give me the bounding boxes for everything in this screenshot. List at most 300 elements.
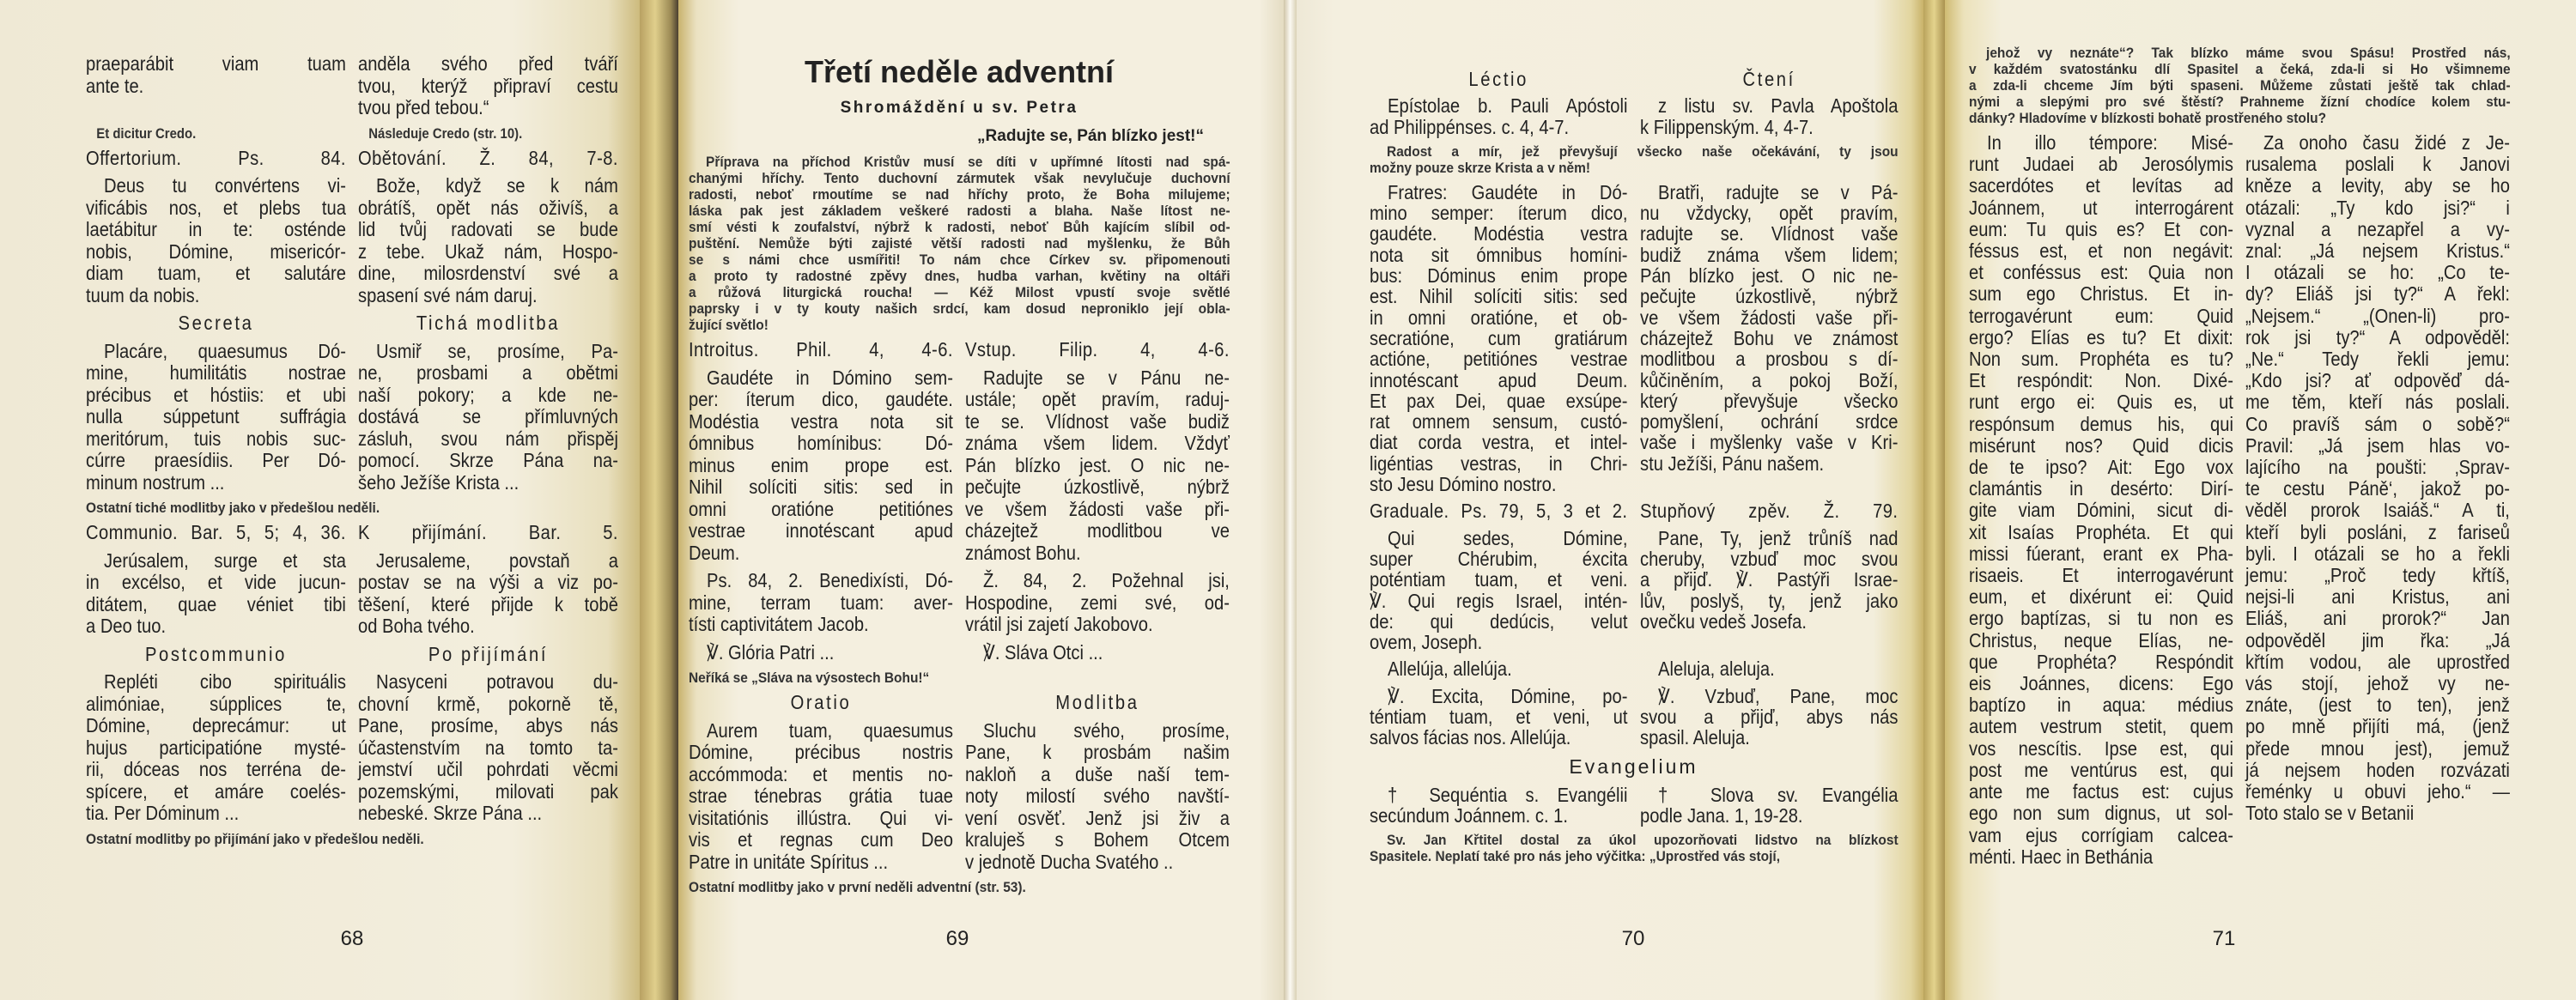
- heading-left: Introitus. Phil. 4, 4-6.: [689, 338, 953, 361]
- note-line: Sv. Jan Křtitel dostal za úkol upozorňovati lidstvo na blízkost: [1387, 832, 1899, 849]
- heading-inner: [358, 522, 618, 544]
- text-line: Hospodine, zemi své, od-: [965, 591, 1230, 614]
- note-line: v každém svatostánku dlí Spasitel a čeká, zda-li si Ho všimneme: [1969, 61, 2511, 77]
- text-line: eum: Tu quis es? Et con-: [1969, 217, 2233, 240]
- text-line: lajícího na poušti: ‚Sprav-: [2245, 456, 2510, 479]
- text-line: mine, terram tuam: aver-: [689, 591, 953, 614]
- text-line: známa všem lidem. Vždyť: [965, 432, 1230, 454]
- heading-column: [358, 312, 618, 335]
- text-line: de: qui dedúcis, velut: [1370, 609, 1628, 633]
- note-line: chanými hříchy. Tento duchovní zármutek však nevylučuje duchovní: [689, 170, 1230, 186]
- heading-inner: [1370, 69, 1627, 89]
- text-column: [1640, 686, 1899, 748]
- text-line: ne, prosbami a obětmi: [358, 361, 618, 384]
- text-column-inner: [1370, 95, 1627, 137]
- text-column: [965, 642, 1230, 664]
- text-line: mine, humilitátis nostrae: [86, 361, 346, 384]
- text-line: vis et regnas cum Deo: [689, 828, 953, 851]
- section-heading: [86, 312, 618, 335]
- note-line: smí vésti k zoufalství, nýbrž k radosti, neboť Bůh kajícím slíbil od-: [689, 219, 1230, 235]
- text-line: tvou před tebou.“: [358, 96, 489, 118]
- text-line: řeménky u obuvi jeho.“ —: [2245, 780, 2510, 803]
- page-content: [1370, 69, 1898, 870]
- text-line: secratióne, cum gratiárum: [1370, 326, 1628, 349]
- text-column-inner: [1640, 785, 1898, 827]
- text-line: Ps. 84, 2. Benedixísti, Dó-: [707, 569, 953, 591]
- text-line: Aurem tuam, quaesumus: [707, 718, 953, 742]
- text-line: te se. Vlídnost vaše budiž: [965, 409, 1230, 433]
- text-line: praeparábit viam tuam: [86, 52, 346, 75]
- text-line: Pane, prosíme, abys nás: [358, 714, 618, 736]
- text-line: vos nescítis. Ipse est, qui: [1969, 736, 2233, 760]
- text-line: nobis, Dómine, misericór-: [86, 239, 346, 263]
- heading-left: Léctio: [1468, 68, 1529, 90]
- text-line: misérunt nos? Quid dicis: [1969, 433, 2233, 457]
- note-line: a proto ty radostné zpěvy dnes, hudba varhan, květiny na oltáři: [689, 268, 1230, 284]
- text-line: sto Jesu Dómino nostro.: [1370, 473, 1557, 496]
- text-line: précibus et hóstiis: et ubi: [86, 383, 346, 406]
- heading-inner: [1640, 69, 1898, 89]
- text-line: pomocí. Skrze Pána na-: [358, 449, 618, 471]
- text-line: ditátem, quae véniet tibi: [86, 592, 346, 615]
- text-line: z listu sv. Pavla Apoštola: [1657, 94, 1898, 118]
- text-line: „Nejsem.“ „(Onen-li) pro-: [2245, 304, 2510, 327]
- text-line: cúrre praesídiis. Per Dó-: [86, 449, 346, 471]
- rubric: [86, 125, 618, 142]
- text-line: kteří byli posláni, z fariseů: [2245, 520, 2510, 543]
- note-inner: [689, 879, 1230, 895]
- note-line: paprsky i v ty kouty našich srdcí, kam dosud nepronikIo její obla-: [689, 300, 1230, 317]
- epigraph: „Radujte se, Pán blízko jest!“: [977, 127, 1204, 145]
- text-line: autem vestrum stetit, quem: [1969, 715, 2233, 738]
- text-line: baptízo in aqua: médius: [1969, 694, 2233, 717]
- text-line: od Boha tvého.: [358, 615, 475, 637]
- text-line: téntiam tuam, et veni, ut: [1370, 706, 1628, 729]
- heading-right: K přijímání. Bar. 5.: [358, 521, 618, 543]
- text-line: gaudéte. Modéstia vestra: [1370, 222, 1628, 245]
- heading-inner: [358, 644, 618, 666]
- text-line: radujte se. Vlídnost vaše: [1639, 222, 1898, 245]
- text-line: zásluh, svou nám přispěj: [358, 427, 618, 450]
- text-line: clamántis in desérto: Dirí-: [1969, 477, 2233, 500]
- heading-column: [86, 148, 346, 170]
- text-line: anděla svého před tváří: [358, 52, 618, 75]
- text-column: [689, 720, 953, 874]
- text-line: alimóniae, súpplices te,: [86, 692, 346, 715]
- heading-column: [1640, 69, 1899, 89]
- note-inner: [86, 831, 619, 847]
- text-line: minus enim prope est.: [689, 453, 953, 476]
- page-number: 71: [2212, 927, 2236, 950]
- text-column-inner: [86, 53, 346, 97]
- parallel-text: [1969, 132, 2510, 868]
- text-column-inner: [358, 671, 618, 825]
- rubric-text: Následuje Credo (str. 10).: [368, 124, 523, 142]
- text-line: et conféssus est: Quia non: [1969, 261, 2233, 284]
- text-column: [1370, 658, 1628, 679]
- parallel-text: [689, 720, 1230, 874]
- text-column: [1370, 528, 1628, 653]
- text-line: tia. Per Dóminum ...: [86, 802, 240, 824]
- text-line: in excélso, et vide jucun-: [86, 571, 346, 593]
- heading-column: [1370, 69, 1628, 89]
- text-line: Pán blízko jest. O nic ne-: [1639, 264, 1898, 288]
- text-line: po mně přijíti má, (jenž: [2245, 715, 2510, 738]
- text-line: z tebe. Ukaž nám, Hospo-: [358, 239, 618, 263]
- heading-right: Vstup. Filip. 4, 4-6.: [965, 338, 1230, 361]
- heading-inner: [358, 148, 618, 170]
- text-line: que Prophéta? Respóndit: [1969, 650, 2233, 673]
- text-line: Eliáš, ani prorok?“ Jan: [2245, 607, 2510, 630]
- text-line: nebeské. Skrze Pána ...: [358, 802, 543, 824]
- parallel-text: [86, 671, 618, 825]
- text-column-inner: [1370, 182, 1627, 494]
- heading-column: [86, 312, 346, 335]
- text-line: Jerusaleme, povstaň a: [376, 548, 618, 572]
- text-column: [1370, 686, 1628, 748]
- page-title: Třetí neděle adventní: [804, 54, 1115, 89]
- rubric-text: Et dicitur Credo.: [96, 124, 197, 142]
- text-line: poténtiam tuam, et veni.: [1370, 568, 1628, 591]
- heading-right: Stupňový zpěv. Ž. 79.: [1639, 500, 1898, 523]
- text-line: diam tuam, et salutáre: [86, 262, 346, 284]
- text-line: ménti. Haec in Bethánia: [1969, 845, 2154, 868]
- text-column-inner: [1640, 182, 1898, 474]
- text-column: [358, 550, 618, 638]
- text-line: Non sum. Prophéta es tu?: [1969, 348, 2233, 371]
- text-line: byli. I otázali se ho a řekli: [2245, 542, 2510, 565]
- text-column-inner: [86, 175, 346, 306]
- text-column: [689, 367, 953, 565]
- heading-column: [358, 148, 618, 170]
- note-inner: [1370, 143, 1899, 176]
- parallel-text: [689, 570, 1230, 636]
- heading-inner: [1640, 500, 1898, 521]
- text-column: [358, 53, 618, 119]
- text-line: ve všem žádosti vaše při-: [965, 497, 1230, 520]
- note-line: Spasitele. Neplatí také pro nás jeho výčitka: „Uprostřed vás stojí,: [1370, 848, 1781, 865]
- text-column-inner: [1370, 658, 1627, 679]
- heading-inner: [86, 522, 346, 544]
- page-69: [678, 0, 1284, 1000]
- text-line: Christus, neque Elías, ne-: [1969, 628, 2233, 652]
- text-line: innotéscant apud Deum.: [1370, 368, 1628, 391]
- heading-inner: [86, 312, 346, 335]
- heading-column: [358, 522, 618, 544]
- text-column-inner: [86, 341, 346, 494]
- heading-column: [965, 339, 1230, 361]
- text-line: věděl prorok Isaiáš.“ A ti,: [2245, 499, 2510, 522]
- page-subtitle: Shromáždění u sv. Petra: [840, 99, 1078, 117]
- parallel-text: [689, 642, 1230, 664]
- note-line: Příprava na příchod Kristův musí se díti v upřímné lítosti nad spá-: [706, 154, 1230, 170]
- text-line: runt ergo ei: Quis es, ut: [1969, 391, 2233, 414]
- text-line: † Slova sv. Evangélia: [1657, 783, 1898, 806]
- heading-column: [86, 522, 346, 544]
- text-line: pozemskými, milovati pak: [358, 779, 618, 803]
- text-line: ovečku vedeš Josefa.: [1639, 609, 1807, 633]
- text-line: kraluješ s Bohem Otcem: [965, 828, 1230, 851]
- page-number: 68: [340, 927, 364, 950]
- text-line: risaeis. Et interrogavérunt: [1969, 564, 2233, 587]
- text-line: nakloň a duše naší tem-: [965, 762, 1230, 785]
- text-column-inner: [689, 720, 953, 874]
- rubric-note: [86, 831, 618, 847]
- text-line: me těm, kteří nás poslali.: [2245, 391, 2510, 414]
- text-line: cházejtež modlitbou ve: [965, 519, 1230, 542]
- text-line: noty milostí svého navští-: [965, 785, 1230, 807]
- text-line: k Filippenským. 4, 4-7.: [1639, 115, 1814, 138]
- text-line: féssus est, et non negávit:: [1969, 239, 2233, 263]
- text-line: který převyšuje všecko: [1639, 389, 1898, 412]
- text-line: rok jsi ty?“ A odpověděl:: [2245, 325, 2510, 348]
- note-line: Ostatní modlitby po přijímání jako v předešlou neděli.: [86, 830, 424, 847]
- text-line: „Ne.“ Tedy řekli jemu:: [2245, 348, 2510, 371]
- text-column: [86, 671, 346, 825]
- text-line: Placáre, quaesumus Dó-: [104, 339, 346, 362]
- text-line: já nejsem hoden rozvázati: [2245, 758, 2510, 781]
- heading-column: [689, 692, 953, 714]
- rubric-note: [689, 154, 1230, 333]
- text-line: ustále; opět pravím, raduj-: [965, 388, 1230, 410]
- note-line: a zda-li chceme Jím býti spaseni. Můžeme zůstati ještě tak chlad-: [1969, 77, 2511, 94]
- text-line: a Deo tuo.: [86, 615, 167, 637]
- text-column-inner: [358, 175, 618, 306]
- text-line: vrátil jsi zajetí Jakobovo.: [965, 613, 1153, 635]
- text-line: Pravil: „Já jsem hlas vo-: [2245, 433, 2510, 457]
- text-line: mino semper: íterum dico,: [1370, 202, 1628, 225]
- text-line: vam ejus corrígiam calcea-: [1969, 823, 2233, 846]
- heading-column: [86, 644, 346, 666]
- text-line: in omni oratióne, et ob-: [1370, 306, 1628, 329]
- text-line: tísti captivitátem Jacob.: [689, 613, 869, 635]
- text-line: křtím vodou, ale uprostřed: [2245, 650, 2510, 673]
- text-line: ligéntias vestras, in Chri-: [1370, 452, 1628, 475]
- text-line: est. Nihil solíciti sitis: sed: [1370, 285, 1628, 308]
- rubric-column: [358, 125, 618, 142]
- text-line: těšení, které přijde k tobě: [358, 592, 618, 615]
- note-inner: [86, 500, 619, 516]
- note-inner: [1969, 45, 2511, 126]
- rubric-note: [689, 879, 1230, 895]
- text-line: Modéstia vestra nota sit: [689, 409, 953, 433]
- text-line: jemství učil pohrdati věcmi: [358, 758, 618, 780]
- text-column: [2245, 132, 2510, 868]
- text-line: šeho Ježíše Krista ...: [358, 470, 519, 494]
- heading-inner: [86, 148, 346, 170]
- text-line: Epístolae b. Pauli Apóstoli: [1388, 94, 1628, 118]
- text-line: ante te.: [86, 74, 144, 97]
- text-line: Bože, když se k nám: [376, 174, 618, 197]
- text-line: pečujte úzkostlivě, nýbrž: [1639, 285, 1898, 308]
- text-line: Usmiř se, prosíme, Pa-: [376, 339, 618, 362]
- heading-column: [358, 644, 618, 666]
- heading-inner: [86, 644, 346, 666]
- parallel-text: [86, 341, 618, 494]
- text-line: Co pravíš sám o sobě?“: [2245, 412, 2510, 435]
- heading-left: Offertorium. Ps. 84.: [86, 146, 346, 169]
- text-column-inner: [358, 341, 618, 494]
- text-column: [689, 570, 953, 636]
- text-line: Qui sedes, Dómine,: [1388, 526, 1628, 549]
- text-line: ante me factus est: cujus: [1969, 780, 2233, 803]
- text-line: odpověděl jim řka: „Já: [2245, 628, 2510, 652]
- text-line: spasení své nám daruj.: [358, 283, 538, 306]
- text-line: vaše i myšlenky vaše v Kri-: [1639, 431, 1898, 454]
- heading-inner: [1370, 500, 1627, 521]
- text-line: jemu: „Proč tedy křtíš,: [2245, 564, 2510, 587]
- text-line: Radujte se v Pánu ne-: [983, 366, 1230, 389]
- text-line: omni oratióne petitiónes: [689, 497, 953, 520]
- text-line: dostává se přímluvných: [358, 405, 618, 427]
- text-line: I otázali se ho: „Co te-: [2245, 261, 2510, 284]
- text-line: visitatiónis illústra. Qui vi-: [689, 806, 953, 829]
- text-line: hujus participatióne mysté-: [86, 736, 346, 759]
- text-line: Za onoho času židé z Je-: [2263, 131, 2510, 154]
- rubric-column: [86, 125, 346, 142]
- heading-right: Tichá modlitba: [416, 312, 561, 334]
- page-70: [1297, 0, 1923, 1000]
- section-heading: [86, 148, 618, 170]
- text-line: Deum.: [689, 541, 740, 564]
- note-inner: [689, 154, 1230, 333]
- text-line: chovní krmě, pokorně tě,: [358, 692, 618, 715]
- text-line: známost Bohu.: [965, 541, 1081, 564]
- text-column-inner: [358, 550, 618, 638]
- page-content: [689, 53, 1230, 901]
- text-line: Allelúja, allelúja.: [1388, 658, 1512, 681]
- page-edge: [1284, 0, 1297, 1000]
- text-column-inner: [2245, 132, 2510, 825]
- text-column: [1640, 182, 1899, 494]
- note-inner: [1370, 832, 1899, 864]
- text-line: post me ventúrus est, qui: [1969, 758, 2233, 781]
- heading-right: Obětování. Ž. 84, 7-8.: [358, 146, 618, 169]
- section-heading: [689, 339, 1230, 361]
- parallel-text: [86, 175, 618, 306]
- heading-inner: [358, 312, 618, 335]
- rubric-note: [86, 500, 618, 516]
- text-line: Pane, Ty, jenž trůníš nad: [1657, 526, 1898, 549]
- text-column: [86, 341, 346, 494]
- text-line: cheruby, vzbuď moc svou: [1639, 547, 1898, 570]
- parallel-text: [86, 550, 618, 638]
- section-heading: [86, 644, 618, 666]
- text-line: vení osvěť. Jenž jsi živ a: [965, 806, 1230, 829]
- text-line: naší pokory; a kde ne-: [358, 383, 618, 406]
- text-column-inner: [86, 671, 346, 825]
- text-line: otázali: „Ty kdo jsi?“ i: [2245, 196, 2510, 219]
- text-line: per: íterum dico, gaudéte.: [689, 388, 953, 410]
- text-line: ovem, Joseph.: [1370, 631, 1483, 654]
- text-line: ve všem žádosti vaše při-: [1639, 306, 1898, 329]
- note-line: Ostatní modlitby jako v první neděli adventní (str. 53).: [689, 879, 1026, 895]
- text-line: ℣. Sláva Otci ...: [983, 640, 1103, 664]
- text-line: pomyšlení, ochrání srdce: [1639, 410, 1898, 433]
- note-line: možny pouze skrze Krista a v něm!: [1370, 159, 1591, 176]
- text-line: Jerúsalem, surge et sta: [104, 548, 346, 572]
- section-heading: [86, 522, 618, 544]
- text-line: minum nostrum ...: [86, 470, 225, 494]
- text-column: [1640, 658, 1899, 679]
- text-line: In illo témpore: Misé-: [1987, 131, 2233, 154]
- text-line: Fratres: Gaudéte in Dó-: [1388, 180, 1628, 203]
- text-column: [1370, 95, 1628, 137]
- note-line: láska pak jest základem veškeré radosti a blaha. Naše lítost ne-: [689, 203, 1230, 219]
- text-column-inner: [1640, 528, 1898, 632]
- text-line: rat omnem sensum, custó-: [1370, 410, 1628, 433]
- text-line: super Chérubim, éxcita: [1370, 547, 1628, 570]
- text-column-inner: [1640, 686, 1898, 748]
- heading-column: [965, 692, 1230, 714]
- text-line: znáte, (jest to ten), jenž: [2245, 694, 2510, 717]
- section-heading: [1370, 69, 1898, 89]
- note-line: se s námi chce usmířiti! To nám chce Církev sv. připomenouti: [689, 252, 1230, 268]
- text-line: Patre in unitáte Spíritus ...: [689, 850, 889, 873]
- text-line: „Kdo jsi? ať odpověď dá-: [2245, 369, 2510, 392]
- section-heading: [689, 692, 1230, 714]
- note-line: Radost a mír, jež převyšují všecko naše očekávání, ty jsou: [1387, 142, 1899, 160]
- text-line: ℣. Excita, Dómine, po-: [1388, 684, 1628, 707]
- text-line: diat corda vestra, et intel-: [1370, 431, 1628, 454]
- parallel-text: [1370, 658, 1898, 679]
- text-line: Pán blízko jest. O nic ne-: [965, 453, 1230, 476]
- text-line: rii, dóceas nos terréna de-: [86, 758, 346, 780]
- text-line: sacerdótes et levítas ad: [1969, 174, 2233, 197]
- text-line: tvou, kterýž připraví cestu: [358, 74, 618, 97]
- note-line: radosti, neboť rmoutíme se nad hříchy proto, že Boha milujeme;: [689, 186, 1230, 203]
- text-column-inner: [358, 53, 618, 119]
- heading-left: Communio. Bar. 5, 5; 4, 36.: [86, 521, 346, 543]
- text-line: te cestu Páně‘, jakož po-: [2245, 477, 2510, 500]
- text-column: [689, 642, 953, 664]
- text-line: missi fúerant, erant ex Pha-: [1969, 542, 2233, 565]
- text-line: kůčiněním, a pokoj Boží,: [1639, 368, 1898, 391]
- text-column: [1640, 785, 1899, 827]
- text-line: lid tvůj radovati se bude: [358, 218, 618, 240]
- text-line: znal: „Já nejsem Kristus.“: [2245, 239, 2510, 263]
- heading-inner: [689, 692, 953, 714]
- note-inner: [689, 670, 1230, 686]
- rubric-note: [689, 670, 1230, 686]
- parallel-text: [1370, 785, 1898, 827]
- parallel-text: [1370, 686, 1898, 748]
- text-column: [358, 671, 618, 825]
- text-line: Nihil solíciti sitis: sed in: [689, 476, 953, 498]
- text-column: [1370, 182, 1628, 494]
- rubric-note: [1370, 143, 1898, 176]
- text-line: ergo? Elías es tu? Et dixit:: [1969, 325, 2233, 348]
- text-line: stu Ježíši, Pánu našem.: [1639, 452, 1824, 475]
- text-line: ergo baptízas, si tu non es: [1969, 607, 2233, 630]
- text-line: rusalema poslali k Janovi: [2245, 153, 2510, 176]
- text-line: ℣. Vzbuď, Pane, moc: [1657, 684, 1898, 707]
- heading-left: Oratio: [790, 691, 852, 713]
- note-line: dánky? Hladovíme v blízkosti bohatě prostřeného stolu?: [1969, 110, 2327, 126]
- text-line: účastenstvím na tomto ta-: [358, 736, 618, 759]
- text-line: ℣. Qui regis Israel, intén-: [1370, 589, 1628, 612]
- text-column: [1640, 95, 1899, 137]
- text-line: Deus tu convértens vi-: [104, 174, 346, 197]
- note-line: žující světlo!: [689, 317, 769, 333]
- section-heading: Evangelium: [1569, 755, 1698, 778]
- parallel-text: [1370, 95, 1898, 137]
- heading-column: [1640, 500, 1899, 521]
- text-line: vás stojí, jehož vy ne-: [2245, 672, 2510, 695]
- note-line: nými a slepými pro své štěstí? Prahneme žízní chodíce kolem stu-: [1969, 94, 2511, 110]
- text-line: sum ego Christus. Et in-: [1969, 282, 2233, 306]
- text-line: Sluchu svého, prosíme,: [983, 718, 1230, 742]
